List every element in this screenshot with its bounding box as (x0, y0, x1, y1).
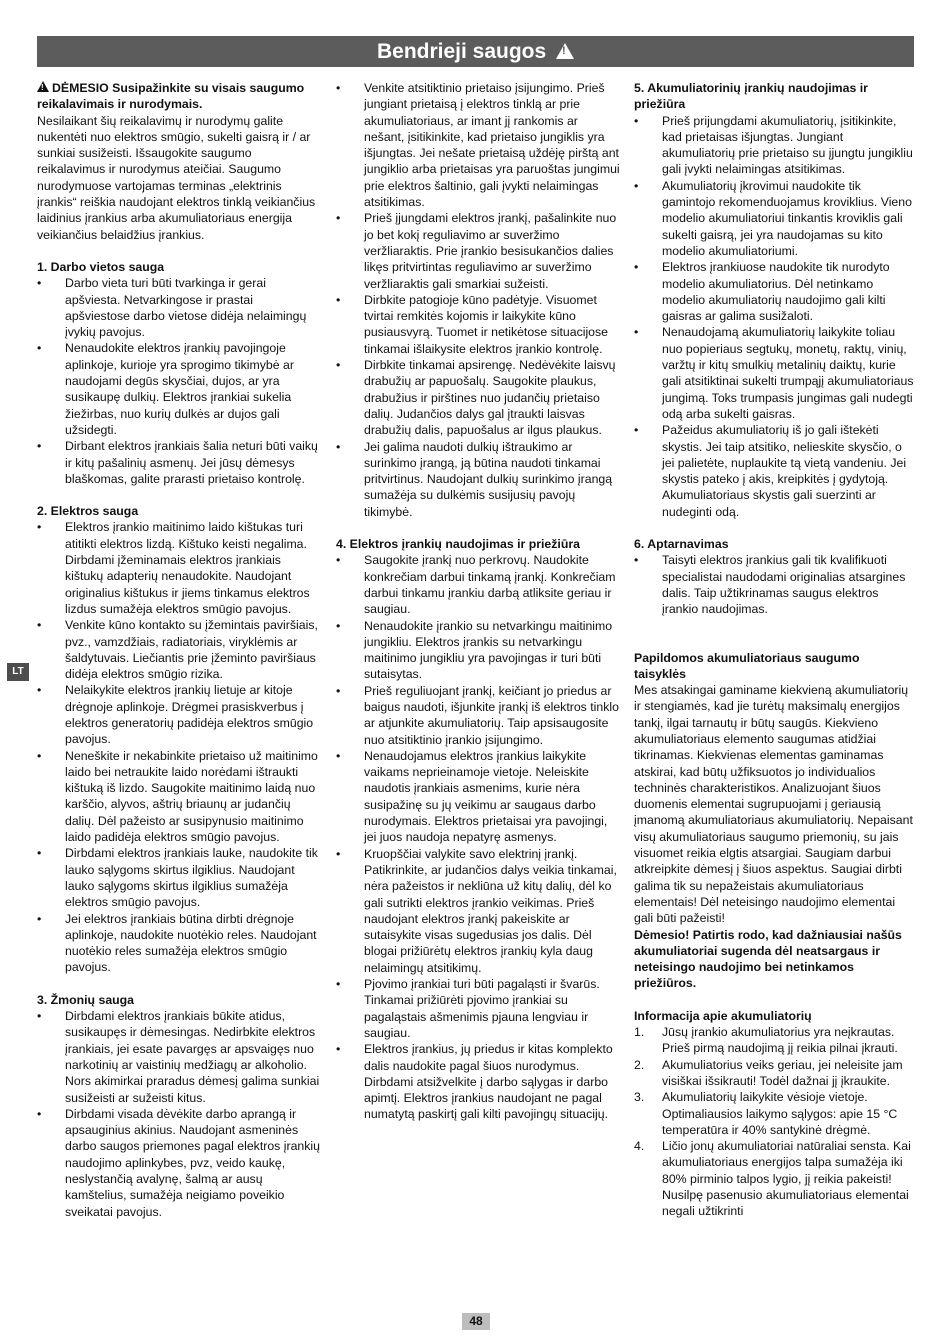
page-title-bar (37, 36, 914, 67)
list-item: • Prieš reguliuojant įrankį, keičiant jo priedus ar baigus naudoti, išjunkite įrankį iš elektros tinklo ar atjunkite akumuliatorių. Taip apsisaugosite nuo atsitiktinio įrankio įsijungimo. (336, 683, 621, 748)
battery-info-list (634, 1024, 914, 1220)
section-1-list (37, 275, 320, 487)
section-4-heading: 4. Elektros įrankių naudojimas ir priežiūra (336, 537, 580, 552)
list-item: • Darbo vieta turi būti tvarkinga ir gerai apšviesta. Netvarkingose ir prastai apšviestose darbo vietose didėja nelaimingų įvykių pavojus. (37, 275, 320, 340)
section-3-heading: 3. Žmonių sauga (37, 992, 135, 1007)
list-item: • Neneškite ir nekabinkite prietaiso už maitinimo laido bei netraukite laido norėdami ištraukti kištuką iš lizdo. Saugokite maitinimo laidą nuo karščio, alyvos, aštrių briaunų ar judančių dalių. Dėl pažeisto ar susipynusio maitinimo laido padidėja elektros smūgio pavojus. (37, 748, 320, 846)
list-item: 2. Akumuliatorius veiks geriau, jei neleisite jam visiškai išsikrauti! Todėl dažnai jį įkraukite. (634, 1057, 903, 1088)
list-item: 4. Ličio jonų akumuliatoriai natūraliai sensta. Kai akumuliatoriaus energijos talpa sumažėja iki 80% pirminio talpos lygio, jį reikia pakeisti! Nusilpę pasenusio akumuliatoriaus elementai negali užtikrinti (634, 1139, 911, 1219)
section-2-list (37, 519, 320, 975)
warning-icon (556, 43, 574, 59)
list-item: • Prieš įjungdami elektros įrankį, pašalinkite nuo jo bet kokį reguliavimo ar suveržimo veržliaraktis. Prie įrankio besisukančios dalies likęs pritvirtintas reguliavimo ar suveržimo veržliaraktis gali smarkiai sužeisti. (336, 210, 621, 291)
list-item: • Pažeidus akumuliatorių iš jo gali ištekėti skystis. Jei taip atsitiko, nelieskite skysčio, o jei palietėte, nuplaukite tą vietą vandeniu. Jei skystis pateko į akis, kreipkitės į gydytoją. Akumuliatoriaus skystis gali suerzinti ar nudeginti odą. (634, 422, 914, 520)
list-item: 3. Akumuliatorių laikykite vėsioje vietoje. Optimaliausios laikymo sąlygos: apie 15 °C temperatūra ir 40% santykinė drėgmė. (634, 1090, 898, 1137)
page-number: 48 (462, 1313, 490, 1330)
list-item: • Elektros įrankio maitinimo laido kištukas turi atitikti elektros lizdą. Kištuko keisti negalima. Dirbdami įžeminamais elektros įrankiais kištukų adapterių nenaudokite. Naudojant originalius kištukus ir jiems tinkamus elektros lizdus sumažėja elektros smūgio pavojus. (37, 519, 320, 617)
section-6-heading: 6. Aptarnavimas (634, 537, 729, 552)
column-1 (37, 80, 320, 1220)
list-item: • Saugokite įrankį nuo perkrovų. Naudokite konkrečiam darbui tinkamą įrankį. Konkrečiam darbui tinkamu įrankiu darbą atliksite geriau ir saugiau. (336, 552, 621, 617)
list-item: • Venkite kūno kontakto su įžemintais paviršiais, pvz., vamzdžiais, radiatoriais, viryklėmis ar šaldytuvais. Liečiantis prie įžeminto paviršiaus didėja elektros smūgio rizika. (37, 617, 320, 682)
list-item: • Dirbkite tinkamai apsirengę. Nedėvėkite laisvų drabužių ar papuošalų. Saugokite plaukus, drabužius ir pirštines nuo judančių prietaiso dalių. Judančios dalys gal įtraukti laisvas drabužių dalis, papuošalus ar ilgus plaukus. (336, 357, 621, 438)
list-item: 1. Jūsų įrankio akumuliatorius yra neįkrautas. Prieš pirmą naudojimą jį reikia pilnai įkrauti. (634, 1025, 898, 1056)
warning-icon (37, 81, 49, 92)
intro-text: Nesilaikant šių reikalavimų ir nurodymų galite nukentėti nuo elektros smūgio, sukelti gaisrą ir / ar sunkiai susižeisti. Išsaugokite saugumo reikalavimus ir nurodymus ateičiai. Saugumo nurodymuose vartojamas terminas „elektrinis įrankis“ reiškia naudojant elektros tinklą veikiančius laidinius įrankius arba akumuliatoriaus energija veikiančius belaidžius įrankius. (37, 113, 316, 242)
list-item: • Pjovimo įrankiai turi būti pagaląsti ir švarūs. Tinkamai prižiūrėti pjovimo įrankiai su pagaląstais ašmenimis pjauna lengviau ir saugiau. (336, 976, 621, 1041)
section-6-list (634, 552, 914, 617)
column-2 (336, 80, 621, 1123)
language-tab: LT (7, 663, 29, 681)
list-item: • Dirbdami visada dėvėkite darbo aprangą ir apsauginius akinius. Naudojant asmeninės darbo saugos priemones pagal elektros įrankių naudojimo aplinkybes, pvz, veido kaukę, neslystančią avalynę, šalmą ar ausų kamštelius, sumažėja neigiamo poveikio sveikatai pavojus. (37, 1106, 320, 1220)
list-item: • Venkite atsitiktinio prietaiso įsijungimo. Prieš jungiant prietaisą į elektros tinklą ar prie akumuliatoriaus, ar imant jį rankomis ar nešant, įsitikinkite, kad prietaiso jungiklis yra išjungtas. Jei nešate prietaisą uždėję pirštą ant jungiklio arba prietaisas yra paruoštas jungimui prie elektros šaltinio, gali įvykti nelaimingas atsitikimas. (336, 80, 621, 210)
list-item: • Dirbdami elektros įrankiais būkite atidus, susikaupęs ir dėmesingas. Nedirbkite elektros įrankiais, jei esate pavargęs ar apsvaigęs nuo narkotinių ar vaistinių medžiagų ar alkoholio. Nors akimirkai praradus dėmesį galima sunkiai susižeisti ar sužeisti kitus. (37, 1008, 320, 1106)
list-item: • Prieš prijungdami akumuliatorių, įsitikinkite, kad prietaisas išjungtas. Jungiant akumuliatorių prie prietaiso su įjungtu jungikliu gali įvykti nelaimingas atsitikimas. (634, 113, 914, 178)
list-item: • Jei galima naudoti dulkių ištraukimo ar surinkimo įrangą, ją būtina naudoti tinkamai pritvirtinus. Naudojant dulkių surinkimo įrangą sumažėja su dulkėmis susijusių pavojų tikimybė. (336, 439, 621, 520)
list-item: • Dirbant elektros įrankiais šalia neturi būti vaikų ir kitų pašalinių asmenų. Jei jūsų dėmesys blaškomas, galite prarasti prietaiso kontrolę. (37, 438, 320, 487)
extra-rules-warning: Dėmesio! Patirtis rodo, kad dažniausiai našūs akumuliatoriai sugenda dėl neatsargaus ir neteisingo naudojimo bei netinkamos priežiūros. (634, 927, 902, 991)
section-1-heading: 1. Darbo vietos sauga (37, 259, 165, 274)
list-item: • Dirbkite patogioje kūno padėtyje. Visuomet tvirtai remkitės kojomis ir laikykite kūno pusiausvyrą. Tuomet ir netikėtose situacijose tinkamai išlaikysite elektros įrankio kontrolę. (336, 292, 621, 357)
list-item: • Nenaudojamą akumuliatorių laikykite toliau nuo popieriaus segtukų, monetų, raktų, vinių, varžtų ir kitų smulkių metalinių daiktų, kurie gali atsitiktinai sukelti trumpąjį akumuliatoriaus jungimą. Toks trumpasis jungimas gali nudegti odą arba sukelti gaisras. (634, 324, 914, 422)
page-title: Bendrieji saugos (376, 40, 547, 63)
extra-rules-text: Mes atsakingai gaminame kiekvieną akumuliatorių ir stengiamės, kad jie turėtų maksimalų energijos tankį, ilgai tarnautų ir būtų saugūs. Kiekvieno akumuliatoriaus elemento saugumas atidžiai tikrinamas. Kiekvienas elementas gaminamas atskirai, kad būtų užfiksuotos jo individualios techninės charakteristikos. Analizuojant šiuos duomenis elementai sugrupuojami į geriausią įmanomą akumuliatoriaus akumuliatorių. Nepaisant visų akumuliatoriaus saugumo priemonių, su jais visuomet reikia elgtis atsargiai. Saugiam darbui atkreipkite dėmesį į šiuos aspektus. Saugiai dirbti galima tik su nepažeistais akumuliatoriaus elementais! Dėl neteisingo naudojimo elementai gali būti pažeisti! (634, 683, 913, 926)
intro-warning: !DĖMESIO Susipažinkite su visais saugumo reikalavimais ir nurodymais. (37, 80, 320, 113)
list-item: • Dirbdami elektros įrankiais lauke, naudokite tik lauko sąlygoms skirtus ilgiklius. Naudojant lauko sąlygoms skirtus ilgiklius sumažėja elektros smūgio pavojus. (37, 845, 320, 910)
list-item: • Nelaikykite elektros įrankių lietuje ar kitoje drėgnoje aplinkoje. Drėgmei prasiskverbus į elektros generatorių padidėja elektros smūgio pavojus. (37, 682, 320, 747)
list-item: • Elektros įrankius, jų priedus ir kitas komplekto dalis naudokite pagal šiuos nurodymus. Dirbdami atsižvelkite į darbo sąlygas ir darbo apimtį. Elektros įrankius naudojant ne pagal numatytą paskirtį gali kilti pavojingų situacijų. (336, 1041, 621, 1122)
section-5-list (634, 113, 914, 520)
list-item: • Elektros įrankiuose naudokite tik nurodyto modelio akumuliatorius. Dėl netinkamo modelio akumuliatorių naudojimo gali kilti gaisras ar galima susižaloti. (634, 259, 914, 324)
list-item: • Jei elektros įrankiais būtina dirbti drėgnoje aplinkoje, naudokite nuotėkio reles. Naudojant nuotėkio reles sumažėja elektros smūgio pavojus. (37, 911, 320, 976)
list-item: • Nenaudojamus elektros įrankius laikykite vaikams neprieinamoje vietoje. Neleiskite naudotis įrankiais asmenims, kurie nėra susipažinę su jų veikimu ar saugaus darbo nurodymais. Elektros prietaisai yra pavojingi, jei juos naudoja nepatyrę asmenys. (336, 748, 621, 846)
battery-info-heading: Informacija apie akumuliatorių (634, 1008, 812, 1023)
section-5-heading: 5. Akumuliatorinių įrankių naudojimas ir priežiūra (634, 81, 868, 112)
section-4-list (336, 552, 621, 1122)
list-item: • Nenaudokite įrankio su netvarkingu maitinimo jungikliu. Elektros įrankis su netvarkingu maitinimo jungikliu yra pavojingas ir turi būti sutaisytas. (336, 618, 621, 683)
section-3-list (37, 1008, 320, 1220)
column-3 (634, 80, 914, 1220)
section-3-list-continued (336, 80, 621, 520)
list-item: • Taisyti elektros įrankius gali tik kvalifikuoti specialistai naudodami originalias atsargines dalis. Taip užtikrinamas saugus elektros įrankio naudojimas. (634, 552, 914, 617)
extra-rules-heading: Papildomos akumuliatoriaus saugumo taisyklės (634, 650, 860, 681)
list-item: • Nenaudokite elektros įrankių pavojingoje aplinkoje, kurioje yra sprogimo tikimybė ar naudojami degūs skysčiai, dujos, ar yra susikaupę dulkių. Elektros įrankiai sukelia žiežirbas, nuo kurių dulkės ar dujos gali užsidegti. (37, 340, 320, 438)
section-2-heading: 2. Elektros sauga (37, 504, 139, 519)
list-item: • Akumuliatorių įkrovimui naudokite tik gamintojo rekomenduojamus kroviklius. Vieno modelio akumuliatoriui tinkantis kroviklis gali sukelti gaisrą, jei yra naudojamas su kito modelio akumuliatoriumi. (634, 178, 914, 259)
list-item: • Kruopščiai valykite savo elektrinį įrankį. Patikrinkite, ar judančios dalys veikia tinkamai, nėra pažeistos ir nekliūna už kitų dalių, dėl ko gali sutrikti elektros įrankio veikimas. Prieš naudojant elektros įrankį pakeiskite ar sutaisykite visas sugedusias jos dalis. Dėl blogai prižiūrėtų elektros įrankių kyla daug nelaimingų atsitikimų. (336, 846, 621, 976)
